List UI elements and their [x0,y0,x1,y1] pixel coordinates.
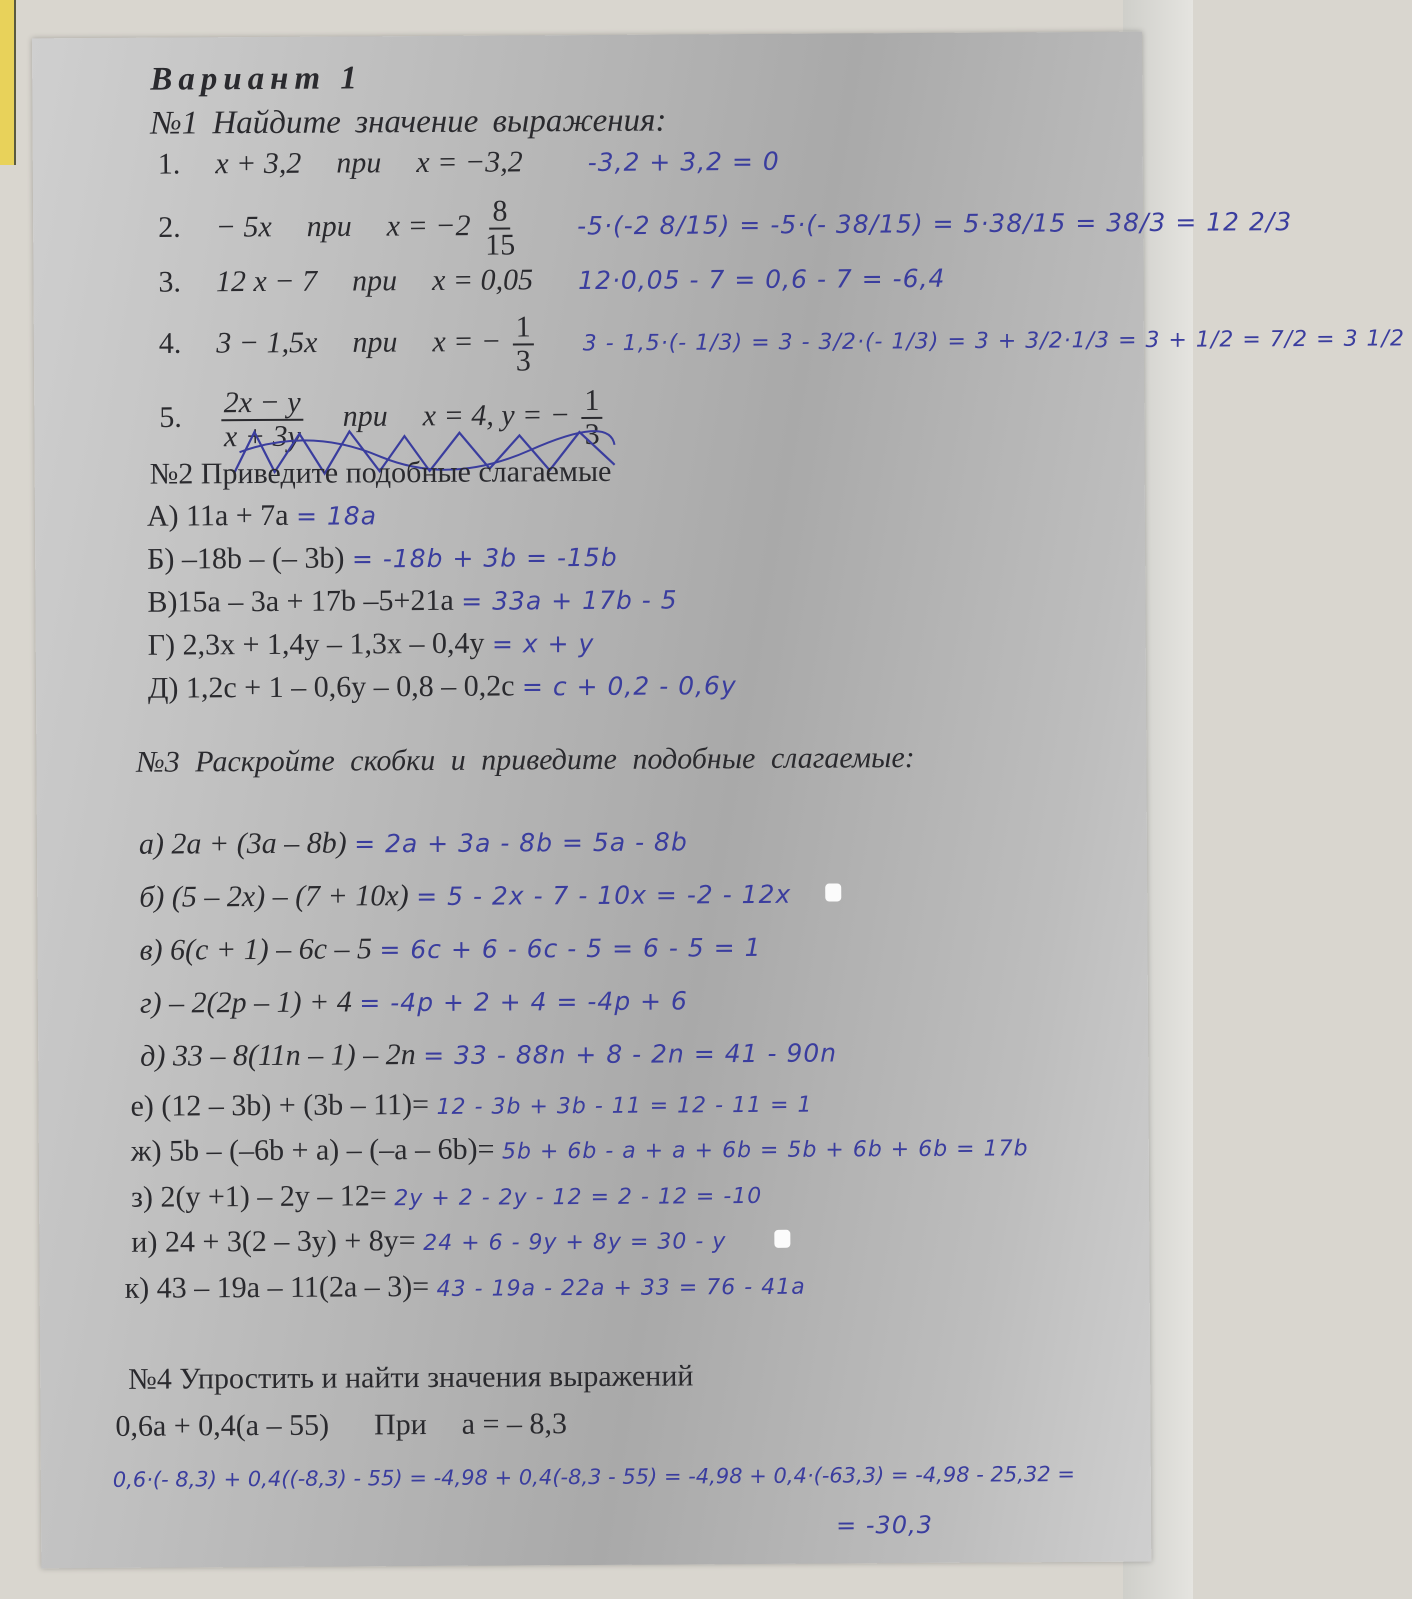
item-when: при [351,264,398,298]
handwritten-answer: = -4p + 2 + 4 = -4p + 6 [359,986,688,1018]
item-number: 4. [158,326,182,361]
task4-expression: 0,6a + 0,4(a – 55) [115,1408,330,1443]
item-expression: з) 2(y +1) – 2y – 12= [130,1179,387,1214]
handwritten-answer: = 6c + 6 - 6c - 5 = 6 - 5 = 1 [379,932,762,965]
task4-handwritten-result: = -30,3 [836,1510,934,1540]
item-expression: в) 6(c + 1) – 6c – 5 [139,932,373,967]
item-expression: к) 43 – 19a – 11(2a – 3)= [124,1269,430,1305]
page-title: Вариант 1 [150,60,363,98]
item-condition: x = 4, y = − [422,398,571,433]
task1-item-4 [159,306,1405,379]
task3-item-b [139,877,791,915]
item-when: при [336,146,382,180]
item-expression: г) – 2(2p – 1) + 4 [139,985,352,1020]
item-expression: В)15a – 3a + 17b –5+21a [147,583,454,619]
item-expression: д) 33 – 8(11n – 1) – 2n [140,1038,416,1073]
task1-heading: №1 Найдите значение выражения: [150,102,667,142]
item-expression: − 5x [215,210,272,244]
task3-item-z [131,1177,762,1215]
item-condition: x = 0,05 [431,263,534,297]
item-expression: 12 x − 7 [215,264,318,299]
task3-item-k [125,1268,806,1306]
handwritten-answer: 3 - 1,5·(- 1/3) = 3 - 3/2·(- 1/3) = 3 + 3/2·1/3 = 3 + 1/2 = 7/2 = 3 1/2 [582,326,1406,357]
item-expression: б) (5 – 2x) – (7 + 10x) [139,879,409,914]
handwritten-answer: 2y + 2 - 2y - 12 = 2 - 12 = -10 [394,1183,763,1212]
task1-item-3 [158,261,945,300]
task3-item-d [140,1035,837,1073]
item-number: 1. [157,147,181,181]
condition-fraction: $\frac{1}{3}$ [581,385,602,450]
handwritten-answer: = 33 - 88n + 8 - 2n = 41 - 90n [423,1038,838,1071]
task3-item-e [130,1086,812,1124]
handwritten-answer: -5·(-2 8/15) = -5·(- 38/15) = 5·38/15 = 38/3 = 12 2/3 [576,207,1293,241]
task4-when: При [373,1408,427,1442]
item-condition: x = −2 [386,209,471,243]
task3-item-i [131,1222,726,1260]
task3-item-a [139,824,688,861]
item-expression: А) 11a + 7a [146,498,289,533]
task4-condition: a = – 8,3 [461,1407,568,1441]
task4-heading: №4 Упростить и найти значения выражений [128,1359,694,1396]
item-number: 3. [158,265,182,299]
task2-item-b [147,540,618,577]
task3-item-g [140,983,688,1020]
task3-item-v [139,930,761,968]
handwritten-answer: = 5 - 2x - 7 - 10x = -2 - 12x [416,879,792,912]
handwritten-answer: = c + 0,2 - 0,6y [521,671,737,702]
handwritten-answer: = -18b + 3b = -15b [351,542,618,574]
task4-handwritten-solution: 0,6·(- 8,3) + 0,4((-8,3) - 55) = -4,98 + 0,4(-8,3 - 55) = -4,98 + 0,4·(-63,3) = -4,98 - 25,32 = [112,1462,1075,1492]
handwritten-answer: = x + y [491,628,595,659]
item-number: 2. [158,210,181,245]
item-expression: е) (12 – 3b) + (3b – 11)= [130,1087,430,1123]
item-when: при [342,399,388,433]
condition-fraction: $\frac{8}{15}$ [485,194,516,262]
item-when: при [352,325,398,359]
task2-item-g [148,626,595,663]
worksheet-page [32,32,1406,1569]
task1-item-1 [158,144,780,182]
item-expression: ж) 5b – (–6b + a) – (–a – 6b)= [130,1132,495,1168]
task2-heading: №2 Приведите подобные слагаемые [149,454,612,491]
handwritten-answer: = 33a + 17b - 5 [461,585,678,616]
handwritten-answer: -3,2 + 3,2 = 0 [587,146,780,177]
handwritten-answer: 24 + 6 - 9y + 8y = 30 - y [423,1229,727,1257]
task2-item-d [148,668,737,706]
handwritten-answer: 5b + 6b - a + a + 6b = 5b + 6b + 6b = 17b [501,1136,1029,1165]
handwritten-answer: 12 - 3b + 3b - 11 = 12 - 11 = 1 [436,1092,813,1120]
handwritten-answer: 12·0,05 - 7 = 0,6 - 7 = -6,4 [578,263,946,296]
item-expression: Д) 1,2c + 1 – 0,6y – 0,8 – 0,2c [147,669,515,705]
item-condition: x = − [432,324,502,359]
task2-item-a [147,498,377,533]
item-expression: 3 − 1,5x [216,326,318,360]
white-correction-mark [774,1230,790,1248]
item-expression: а) 2a + (3a – 8b) [138,826,347,861]
white-correction-mark [825,883,841,901]
item-expression: Б) –18b – (– 3b) [147,541,345,576]
item-number: 5. [159,400,182,435]
handwritten-answer: = 2a + 3a - 8b = 5a - 8b [354,827,688,859]
task4-expression-line [115,1407,567,1444]
item-when: при [306,209,352,244]
background-object-left [0,0,16,165]
handwritten-answer: = 18a [295,501,378,531]
handwritten-answer: 43 - 19a - 22a + 33 = 76 - 41a [436,1274,806,1302]
task3-heading: №3 Раскройте скобки и приведите подобные слагаемые: [136,741,915,779]
task3-item-zh [131,1129,1029,1168]
task1-item-2 [158,191,1292,263]
item-condition: x = −3,2 [416,145,523,180]
item-expression: x + 3,2 [215,146,302,181]
condition-fraction: $\frac{1}{3}$ [513,311,534,376]
item-expression: и) 24 + 3(2 – 3y) + 8y= [131,1224,416,1259]
expression-fraction: $\frac{2x - y}{x + 3y}$ [221,387,304,453]
task2-item-v [147,582,677,619]
item-expression: Г) 2,3x + 1,4y – 1,3x – 0,4y [147,626,485,662]
